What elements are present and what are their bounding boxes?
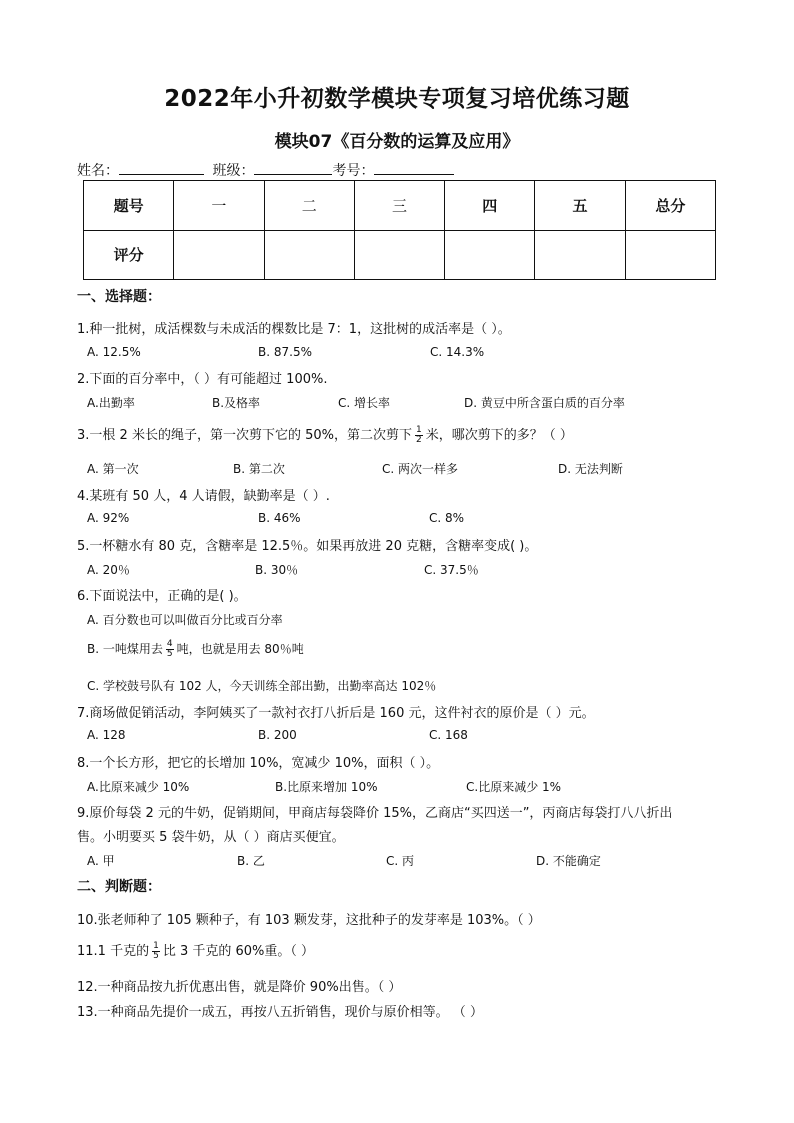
option: A. 第一次 <box>87 462 139 476</box>
class-label: 班级： <box>212 163 255 179</box>
name-label: 姓名： <box>77 163 119 179</box>
option: A. 128 <box>87 728 126 742</box>
fraction-denominator: 2 <box>415 435 422 445</box>
section-heading-choice: 一、选择题： <box>77 289 161 305</box>
option-text: B. 一吨煤用去 <box>87 642 163 656</box>
fraction-numerator: 1 <box>153 941 159 951</box>
table-row <box>84 230 716 280</box>
score-cell[interactable] <box>264 230 354 280</box>
option: C. 37.5％ <box>424 563 479 577</box>
option: B. 200 <box>258 728 297 742</box>
page-subtitle: 模块07《百分数的运算及应用》 <box>274 132 520 152</box>
exam-number-blank[interactable] <box>374 160 454 175</box>
option: A.比原来减少 10% <box>87 780 190 794</box>
question-9: 9.原价每袋 2 元的牛奶，促销期间，甲商店每袋降价 15%，乙商店“买四送一”，丙商店每袋打八八折出 <box>77 806 673 821</box>
option: B. 87.5% <box>258 345 312 359</box>
option: A. 甲 <box>87 854 115 868</box>
option-text: 吨，也就是用去 80％吨 <box>176 642 304 656</box>
option: D. 黄豆中所含蛋白质的百分率 <box>464 396 625 410</box>
table-cell: 三 <box>354 181 444 231</box>
option: D. 不能确定 <box>536 854 601 868</box>
student-info-line <box>77 160 454 180</box>
table-cell: 总分 <box>625 181 715 231</box>
score-cell[interactable] <box>445 230 535 280</box>
option: C.比原来减少 1% <box>466 780 562 794</box>
option: C. 8% <box>429 511 465 525</box>
question-6: 6.下面说法中，正确的是( )。 <box>77 589 247 604</box>
score-cell[interactable] <box>535 230 625 280</box>
question-1: 1.种一批树，成活棵数与未成活的棵数比是 7：1，这批树的成活率是（ ）。 <box>77 322 511 337</box>
option: A. 百分数也可以叫做百分比或百分率 <box>87 613 283 627</box>
option: C. 14.3% <box>430 345 485 359</box>
option: B. 46% <box>258 511 301 525</box>
question-8: 8.一个长方形，把它的长增加 10%，宽减少 10%，面积（ ）。 <box>77 756 440 771</box>
fraction <box>152 942 160 961</box>
question-text: 3.一根 2 米长的绳子，第一次剪下它的 50%，第二次剪下 <box>77 428 412 443</box>
question-7: 7.商场做促销活动，李阿姨买了一款衬衣打八折后是 160 元，这件衬衣的原价是（ ）元。 <box>77 706 595 721</box>
question-text: 米，哪次剪下的多？（ ） <box>425 428 573 443</box>
fraction-denominator: 5 <box>153 951 159 961</box>
section-heading-judge: 二、判断题： <box>77 879 161 895</box>
question-11 <box>77 940 314 961</box>
class-blank[interactable] <box>254 160 332 175</box>
table-cell: 五 <box>535 181 625 231</box>
fraction-numerator: 1 <box>415 425 422 435</box>
table-cell: 评分 <box>84 230 174 280</box>
table-cell: 四 <box>445 181 535 231</box>
question-12: 12.一种商品按九折优惠出售，就是降价 90%出售。（ ） <box>77 980 402 995</box>
question-13: 13.一种商品先提价一成五，再按八五折销售，现价与原价相等。 （ ） <box>77 1005 483 1020</box>
question-2: 2.下面的百分率中，（ ）有可能超过 100%. <box>77 372 328 387</box>
option: D. 无法判断 <box>558 462 623 476</box>
table-cell: 一 <box>174 181 264 231</box>
question-4: 4.某班有 50 人，4 人请假，缺勤率是（ ）. <box>77 489 330 504</box>
option: B. 30％ <box>255 563 299 577</box>
question-text: 比 3 千克的 60%重。（ ） <box>162 944 315 959</box>
name-blank[interactable] <box>119 160 204 175</box>
score-cell[interactable] <box>174 230 264 280</box>
fraction <box>166 640 174 659</box>
option: A.出勤率 <box>87 396 135 410</box>
option: C. 增长率 <box>338 396 391 410</box>
option: C. 168 <box>429 728 468 742</box>
fraction-denominator: 5 <box>166 649 173 659</box>
question-5: 5.一杯糖水有 80 克，含糖率是 12.5％。如果再放进 20 克糖，含糖率变成( )。 <box>77 539 538 554</box>
page-title: 2022年小升初数学模块专项复习培优练习题 <box>164 86 630 112</box>
table-cell: 二 <box>264 181 354 231</box>
fraction-numerator: 4 <box>166 639 173 649</box>
option: B.及格率 <box>212 396 261 410</box>
score-cell[interactable] <box>354 230 444 280</box>
fraction <box>415 426 423 445</box>
score-cell[interactable] <box>625 230 715 280</box>
score-table <box>83 180 716 280</box>
question-9-continued: 售。小明要买 5 袋牛奶，从（ ）商店买便宜。 <box>77 830 345 845</box>
option: A. 92% <box>87 511 130 525</box>
question-text: 11.1 千克的 <box>77 944 150 959</box>
option: B. 乙 <box>237 854 265 868</box>
option: A. 12.5% <box>87 345 141 359</box>
option: C. 两次一样多 <box>382 462 459 476</box>
option: A. 20％ <box>87 563 130 577</box>
exam-number-label: 考号： <box>332 163 375 179</box>
option: B.比原来增加 10% <box>275 780 378 794</box>
table-row <box>84 181 716 231</box>
question-10: 10.张老师种了 105 颗种子，有 103 颗发芽，这批种子的发芽率是 103%。（ ） <box>77 913 541 928</box>
question-3 <box>77 424 573 445</box>
option: B. 第二次 <box>233 462 285 476</box>
option: C. 学校鼓号队有 102 人，今天训练全部出勤，出勤率高达 102％ <box>87 679 437 693</box>
option <box>87 640 304 659</box>
table-cell: 题号 <box>84 181 174 231</box>
option: C. 丙 <box>386 854 415 868</box>
